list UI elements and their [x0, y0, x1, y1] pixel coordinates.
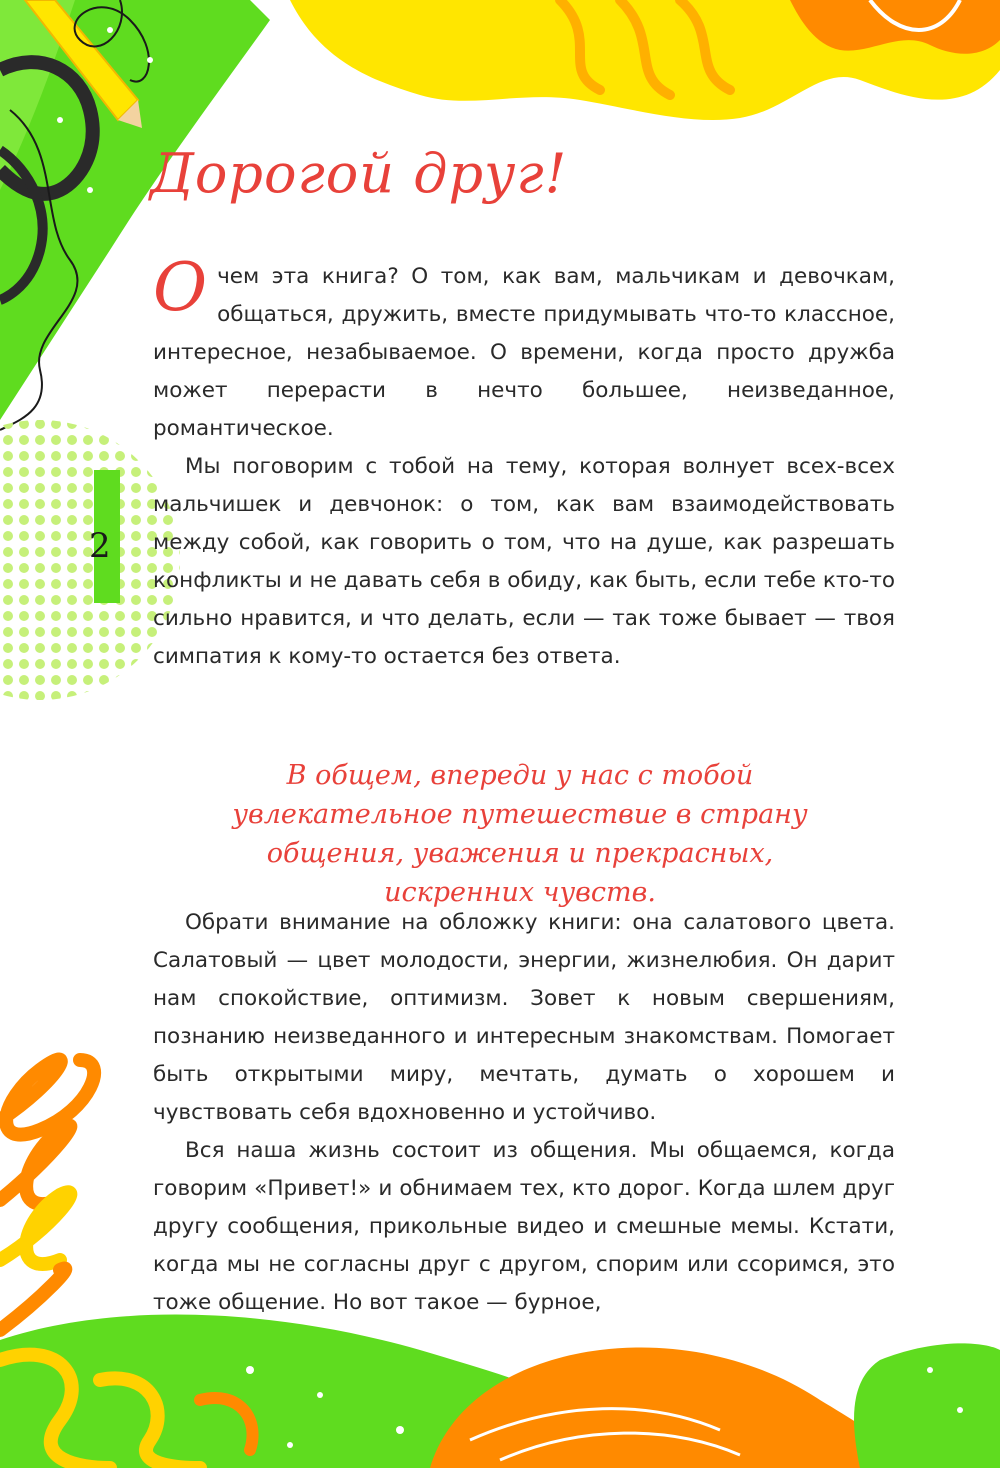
drop-cap: О — [153, 249, 208, 326]
intro-text: чем эта книга? О том, как вам, мальчикам и девочкам, общаться, дружить, вместе придумывать что-то классное, интересное, незабываемое. О времени, когда просто дружба может перерасти в нечто большее, неизведанное, романтическое. — [153, 264, 895, 441]
paragraph-4: Вся наша жизнь состоит из общения. Мы общаемся, когда говорим «Привет!» и обнимаем тех, кто дорог. Когда шлем друг другу сообщения, прикольные видео и смешные мемы. Кстати, когда мы не согласны друг с другом, спорим или ссоримся, это тоже общение. Но вот такое — бурное, — [153, 1138, 895, 1315]
page-number: 2 — [89, 526, 111, 566]
paragraph-2: Мы поговорим с тобой на тему, которая волнует всех-всех мальчишек и девчонок: о том, как вам взаимодействовать между собой, как говорить о том, что на душе, как разрешать конфликты и не давать себя в обиду, как быть, если тебе кто-то сильно нравится, и что делать, если — так тоже бывает — твоя симпатия к кому-то остается без ответа. — [153, 454, 895, 669]
highlight-quote: В общем, впереди у нас с тобой увлекательное путешествие в страну общения, уважения и прекрасных, искренних чувств. — [232, 760, 808, 908]
green-blob-bottom-right — [854, 1343, 1000, 1468]
intro-paragraph — [153, 249, 895, 448]
orange-blob-bottom — [430, 1347, 910, 1468]
page-title: Дорогой друг! — [150, 142, 568, 205]
orange-swirls — [0, 1060, 94, 1135]
paragraph-3: Обрати внимание на обложку книги: она салатового цвета. Салатовый — цвет молодости, энергии, жизнелюбия. Он дарит нам спокойствие, оптимизм. Зовет к новым свершениям, познанию неизведанного и интересным знакомствам. Помогает быть открытыми миру, мечтать, думать о хорошем и чувствовать себя вдохновенно и устойчиво. — [153, 910, 895, 1125]
